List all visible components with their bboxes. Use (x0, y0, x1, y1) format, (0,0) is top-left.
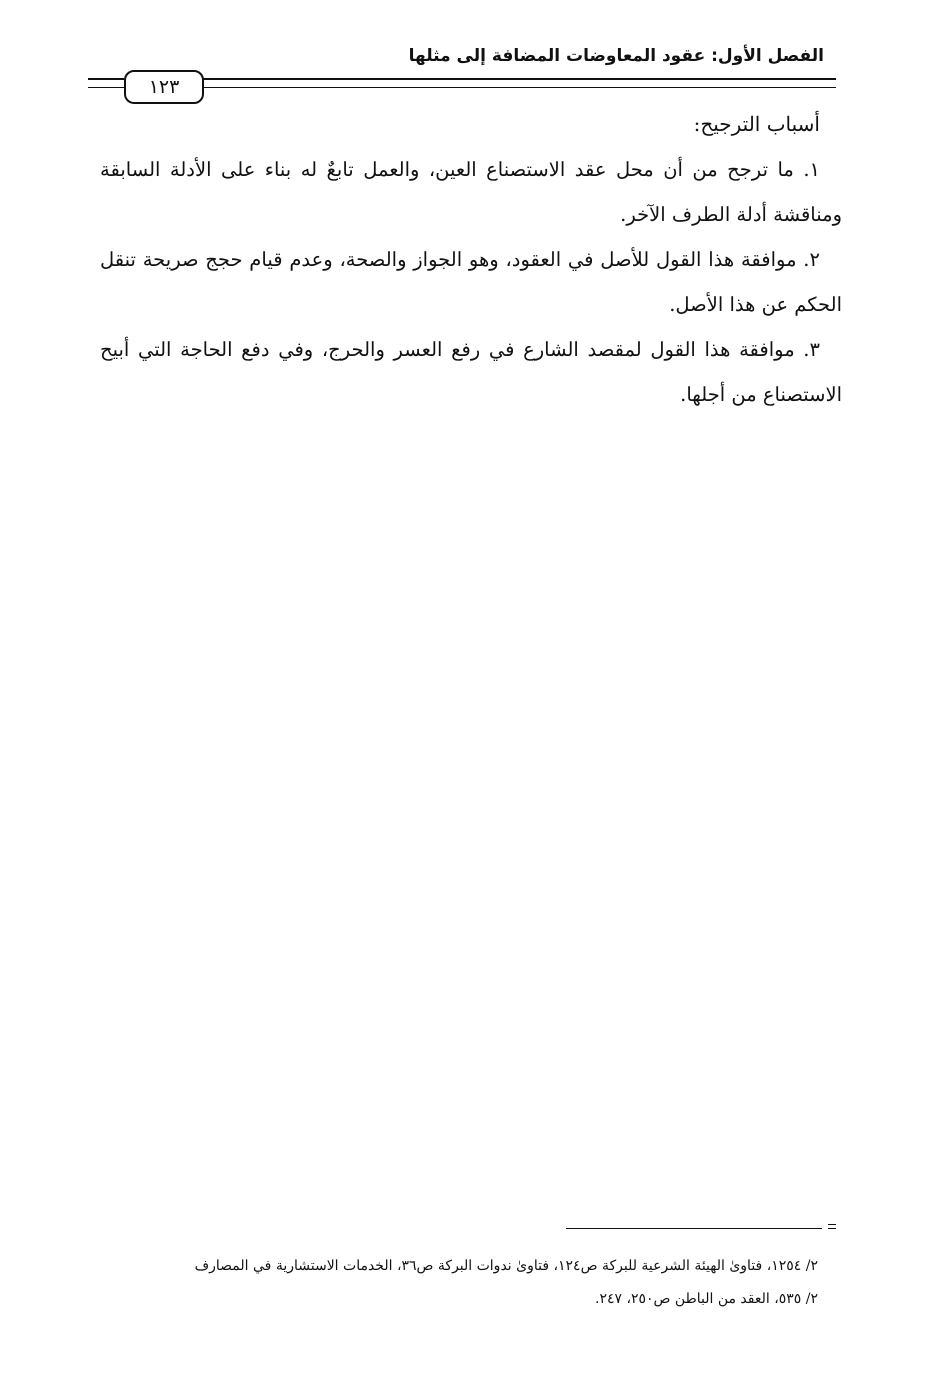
main-text (100, 102, 842, 417)
header-rule-top (200, 78, 836, 80)
section-heading: أسباب الترجيح: (693, 112, 820, 136)
page-number: ١٢٣ (124, 70, 204, 104)
footnote-line: ٢/ ١٢٥٤، فتاوىٰ الهيئة الشرعية للبركة ص١٢٤، فتاوىٰ ندوات البركة ص٣٦، الخدمات الاستشارية في المصارف (194, 1258, 818, 1274)
list-item: ٣. موافقة هذا القول لمقصد الشارع في رفع العسر والحرج، وفي دفع الحاجة التي أبيح الاستصناع من أجلها. (100, 338, 842, 406)
list-item: ٢. موافقة هذا القول للأصل في العقود، وهو الجواز والصحة، وعدم قيام حجج صريحة تنقل الحكم عن هذا الأصل. (100, 248, 842, 316)
header-rule-left-bottom (88, 87, 124, 88)
header-rule-left-top (88, 78, 124, 80)
running-header-chapter-title: الفصل الأول: عقود المعاوضات المضافة إلى مثلها (408, 46, 824, 66)
footnote-continuation-mark (828, 1224, 836, 1229)
header-rule-bottom (200, 87, 836, 88)
footnote-separator (566, 1228, 822, 1229)
footnote-line: ٢/ ٥٣٥، العقد من الباطن ص٢٥٠، ٢٤٧. (595, 1291, 818, 1307)
footnotes (98, 1250, 818, 1316)
list-item: ١. ما ترجح من أن محل عقد الاستصناع العين، والعمل تابعٌ له بناء على الأدلة السابقة ومناقشة أدلة الطرف الآخر. (100, 158, 842, 226)
